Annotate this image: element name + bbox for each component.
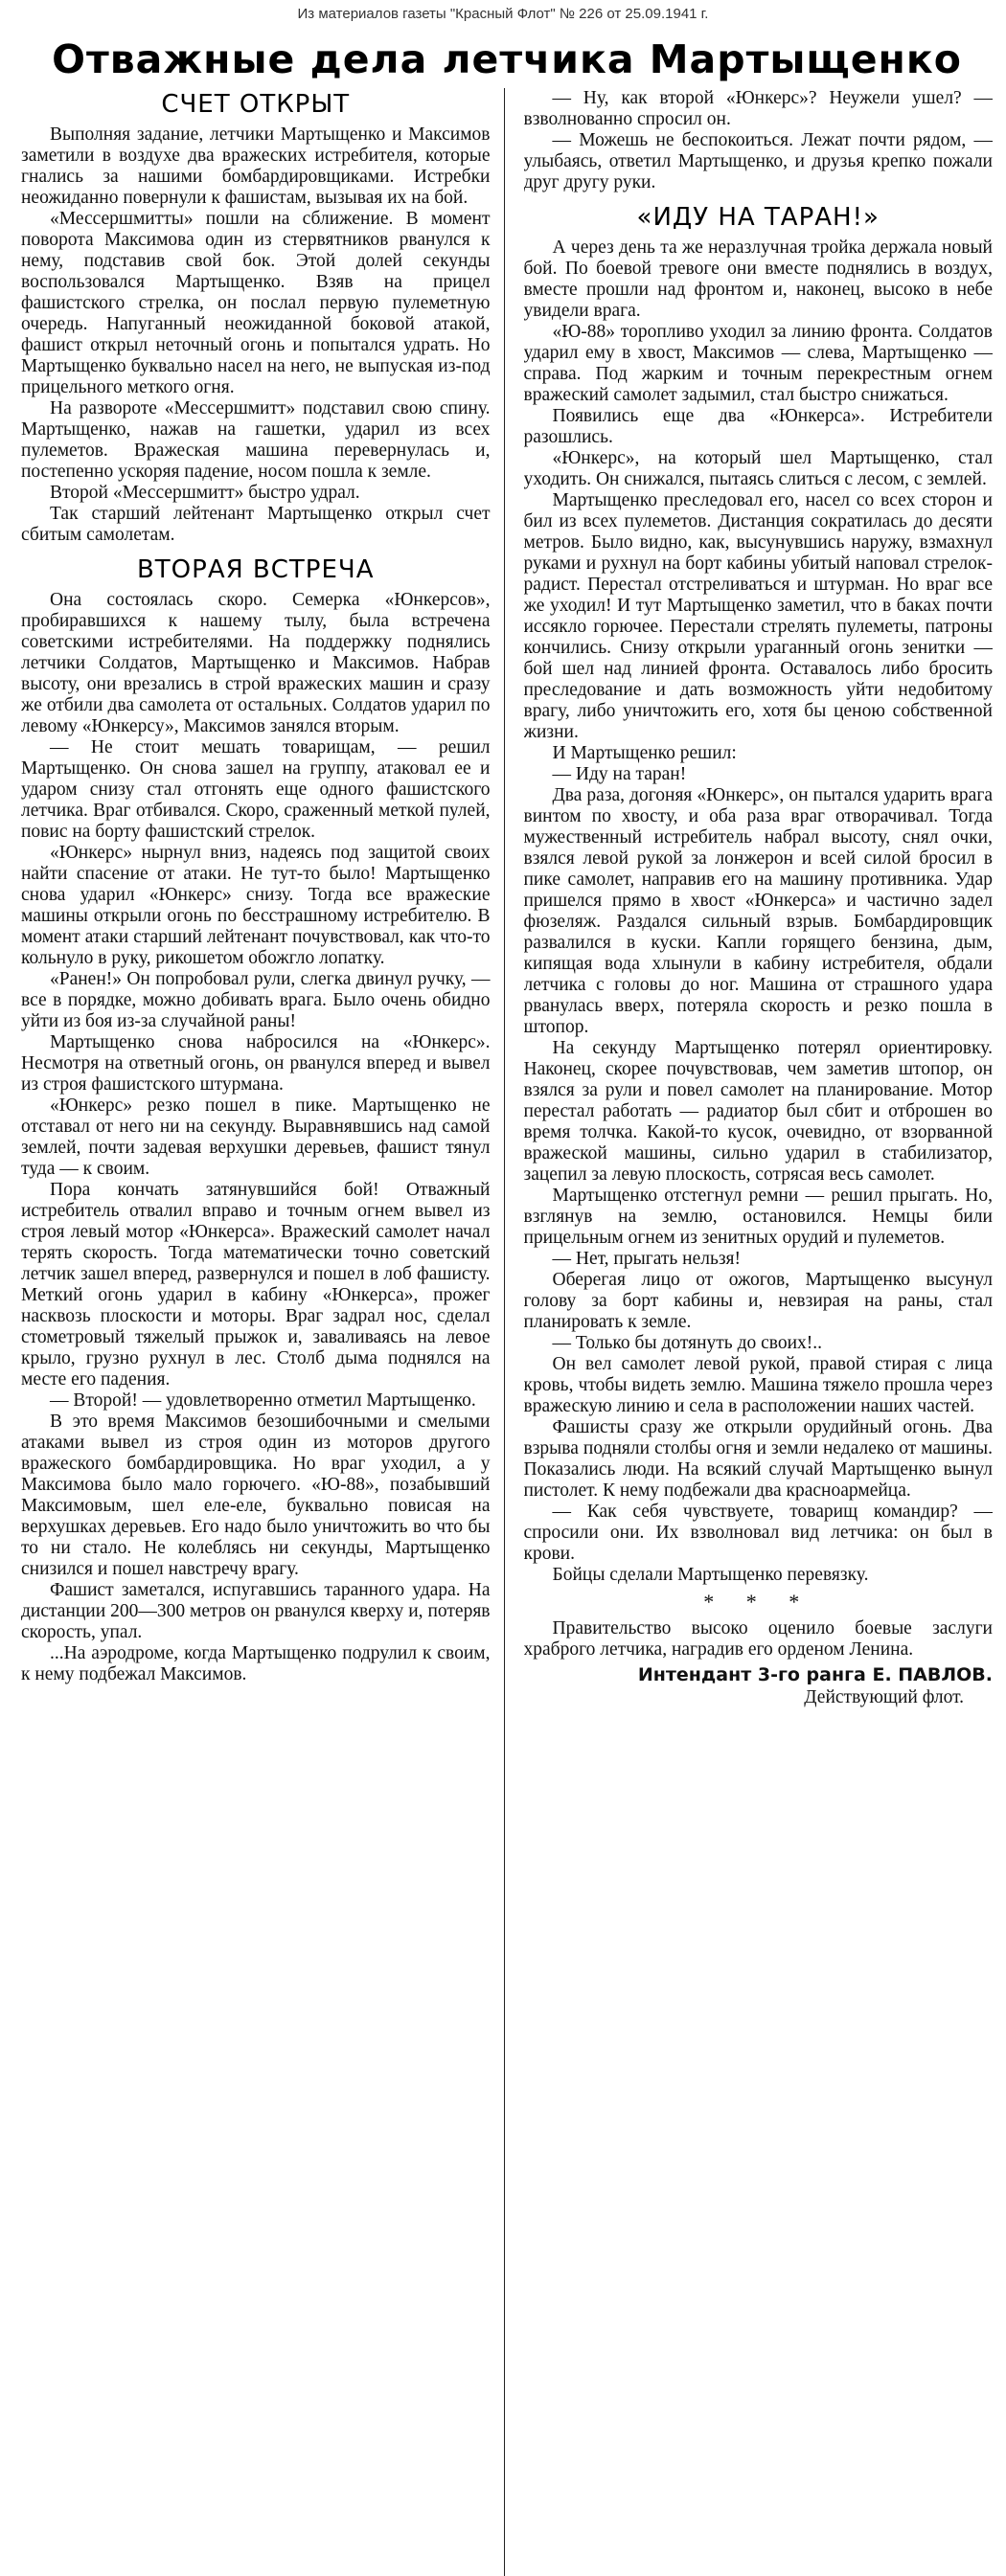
paragraph: Так старший лейтенант Мартыщенко открыл счет сбитым самолетам. — [21, 504, 491, 545]
right-column — [524, 88, 994, 2576]
author-signature: Интендант 3-го ранга Е. ПАВЛОВ. — [637, 1664, 993, 1685]
source-line: Из материалов газеты "Красный Флот" № 226 от 25.09.1941 г. — [297, 6, 709, 22]
paragraph: «Юнкерс» резко пошел в пике. Мартыщенко не отставал от него ни на секунду. Выравнявшись над самой землей, почти задевая верхушки деревьев, фашист тянул туда — к своим. — [21, 1096, 491, 1179]
paragraph: «Юнкерс» нырнул вниз, надеясь под защитой своих найти спасение от атаки. Не тут-то было! Мартыщенко снова ударил «Юнкерс» снизу. Тогда все вражеские машины открыли огонь по бесстрашному истребителю. В момент атаки старший лейтенант почувствовал, как что-то кольнуло в руку, рикошетом обожгло лопатку. — [21, 843, 491, 968]
paragraph: — Только бы дотянуть до своих!.. — [552, 1333, 823, 1353]
paragraph: Мартыщенко снова набросился на «Юнкерс». Несмотря на ответный огонь, он рванулся вперед и вывел из строя фашистского штурмана. — [21, 1032, 491, 1095]
paragraph: Второй «Мессершмитт» быстро удрал. — [50, 483, 360, 503]
paragraph: — Ну, как второй «Юнкерс»? Неужели ушел? — взволнованно спросил он. — [523, 88, 993, 129]
section-title-ramming: «ИДУ НА ТАРАН!» — [636, 203, 880, 232]
paragraph: Бойцы сделали Мартыщенко перевязку. — [552, 1565, 869, 1585]
paragraph: Пора кончать затянувшийся бой! Отважный истребитель отвалил вправо и точным огнем вывел из строя левый мотор «Юнкерса». Вражеский самолет начал терять скорость. Тогда математически точно советский летчик зашел вперед, развернулся и пошел в лоб фашисту. Меткий огонь ударил в кабину «Юнкерса», прожег насквозь плоскости и моторы. Враг задрал нос, сделал стометровый тяжелый прыжок и, заваливаясь на левое крыло, грузно рухнул в лес. Столб дыма поднялся на месте его падения. — [21, 1180, 491, 1390]
paragraph: Фашисты сразу же открыли орудийный огонь. Два взрыва подняли столбы огня и земли недалеко от машины. Показались люди. На всякий случай Мартыщенко вынул пистолет. К нему подбежали два красноармейца. — [523, 1417, 993, 1501]
paragraph: — Нет, прыгать нельзя! — [552, 1249, 742, 1269]
paragraph: В это время Максимов безошибочными и смелыми атаками вывел из строя один из моторов другого вражеского бомбардировщика. Но враг уходил, а у Максимова было мало горючего. «Ю-88», позабывший Максимовым, шел еле-еле, буквально повисая на верхушках деревьев. Его надо было уничтожить во что бы то ни стало. Не колеблясь ни секунды, Мартыщенко снизился и пошел навстречу врагу. — [21, 1412, 491, 1579]
closing-paragraph: Правительство высоко оценило боевые заслуги храброго летчика, наградив его орденом Ленина. — [523, 1618, 993, 1660]
paragraph: «Ю-88» торопливо уходил за линию фронта. Солдатов ударил ему в хвост, Максимов — слева, Мартыщенко — справа. Под жарким и точным перекрестным огнем вражеский самолет задымил, стал быстро снижаться. — [523, 322, 993, 405]
article-title: Отважные дела летчика Мартыщенко — [52, 36, 962, 82]
paragraph: «Ранен!» Он попробовал рули, слегка двинул ручку, — все в порядке, можно добивать врага. Было очень обидно уйти из боя из-за случайной раны! — [21, 969, 491, 1031]
paragraph: Она состоялась скоро. Семерка «Юнкерсов», пробиравшихся к нашему тылу, была встречена советскими истребителями. На поддержку поднялись летчики Солдатов, Мартыщенко и Максимов. Набрав высоту, они врезались в строй вражеских машин и сразу же отбили два самолета от остальных. Солдатов ударил по левому «Юнкерсу», Максимов занялся вторым. — [21, 590, 491, 736]
author-unit: Действующий флот. — [804, 1687, 964, 1707]
paragraph: Оберегая лицо от ожогов, Мартыщенко высунул голову за борт кабины и, невзирая на раны, стал планировать к земле. — [523, 1270, 993, 1332]
left-column — [21, 88, 505, 2576]
paragraph: Мартыщенко преследовал его, насел со всех сторон и бил из всех пулеметов. Дистанция сократилась до десяти метров. Было видно, как, высунувшись наружу, взмахнул руками и рухнул на борт кабины убитый наповал стрелок-радист. Перестал отстреливаться и штурман. Но враг все же уходил! И тут Мартыщенко заметил, что в баках почти иссякло горючее. Перестали стрелять пулеметы, патроны кончились. Снизу открыли ураганный огонь зенитки — бой шел над линией фронта. Оставалось либо бросить преследование и дать возможность уйти недобитому врагу, либо уничтожить его, хотя бы ценою собственной жизни. — [523, 490, 993, 742]
section-separator: * * * — [703, 1590, 813, 1614]
paragraph: ...На аэродроме, когда Мартыщенко подрулил к своим, к нему подбежал Максимов. — [21, 1643, 491, 1684]
paragraph: Появились еще два «Юнкерса». Истребители разошлись. — [523, 406, 993, 447]
paragraph: И Мартыщенко решил: — [552, 743, 737, 763]
paragraph: — Можешь не беспокоиться. Лежат почти рядом, — улыбаясь, ответил Мартыщенко, и друзья крепко пожали друг другу руки. — [523, 130, 993, 192]
paragraph: Фашист заметался, испугавшись таранного удара. На дистанции 200—300 метров он рванулся кверху и, потеряв скорость, упал. — [21, 1580, 491, 1642]
paragraph: — Иду на таран! — [552, 764, 687, 784]
paragraph: На развороте «Мессершмитт» подставил свою спину. Мартыщенко, нажав на гашетки, ударил из всех пулеметов. Вражеская машина перевернулась и, постепенно ускоряя падение, носом пошла к земле. — [21, 398, 491, 482]
paragraph: — Как себя чувствуете, товарищ командир? — спросили они. Их взволновал вид летчика: он был в крови. — [523, 1502, 993, 1564]
section-title-score-opened: СЧЕТ ОТКРЫТ — [161, 90, 351, 119]
paragraph: — Не стоит мешать товарищам, — решил Мартыщенко. Он снова зашел на группу, атаковал ее и ударом снизу стал отгонять еще одного фашистского летчика. Враг отбивался. Скоро, сраженный меткой пулей, повис на борту фашистский стрелок. — [21, 737, 491, 842]
article-columns — [21, 88, 993, 2576]
paragraph: — Второй! — удовлетворенно отметил Мартыщенко. — [50, 1390, 476, 1411]
section-title-second-meeting: ВТОРАЯ ВСТРЕЧА — [136, 555, 375, 584]
paragraph: На секунду Мартыщенко потерял ориентировку. Наконец, скорее почувствовав, чем заметив штопор, он взялся за рули и повел самолет на планирование. Мотор перестал работать — радиатор был сбит и отброшен во время толчка. Какой-то кусок, очевидно, от взорванной вражеской машины, сильно ударил в стабилизатор, зацепил за левую плоскость, сотрясая весь самолет. — [523, 1038, 993, 1185]
paragraph: Выполняя задание, летчики Мартыщенко и Максимов заметили в воздухе два вражеских истребителя, которые гнались за нашими бомбардировщиками. Истребки неожиданно повернули к фашистам, вызывая их на бой. — [21, 124, 491, 208]
paragraph: А через день та же неразлучная тройка держала новый бой. По боевой тревоге они вместе поднялись в воздух, вместе прошли над фронтом и, наконец, высоко в небе увидели врага. — [523, 237, 993, 321]
paragraph: «Юнкерс», на который шел Мартыщенко, стал уходить. Он снижался, пытаясь слиться с лесом, с землей. — [523, 448, 993, 489]
paragraph: Он вел самолет левой рукой, правой стирая с лица кровь, чтобы видеть землю. Машина тяжело прошла через вражескую линию и села в расположении наших частей. — [523, 1354, 993, 1416]
paragraph: Мартыщенко отстегнул ремни — решил прыгать. Но, взглянув на землю, остановился. Немцы били прицельным огнем из зенитных орудий и пулеметов. — [523, 1186, 993, 1248]
paragraph: Два раза, догоняя «Юнкерс», он пытался ударить врага винтом по хвосту, и оба раза враг отворачивал. Тогда мужественный истребитель набрал высоту, снял очки, взялся левой рукой за лонжерон и всей силой бросил в пике самолет, направив его на машину противника. Удар пришелся прямо в хвост «Юнкерса» и частично задел фюзеляж. Раздался сильный взрыв. Бомбардировщик развалился в куски. Капли горящего бензина, дым, кипящая вода хлынули в кабину истребителя, обдали летчика с головы до ног. Машина от страшного удара рванулась вверх, потеряла скорость и резко пошла в штопор. — [523, 785, 993, 1037]
paragraph: «Мессершмитты» пошли на сближение. В момент поворота Максимова один из стервятников рванулся к нему, подставив свой бок. Этой долей секунды воспользовался Мартыщенко. Взяв на прицел фашистского стрелка, он послал первую пулеметную очередь. Напуганный неожиданной боковой атакой, фашист открыл неточный огонь и попытался удрать. Но Мартыщенко буквально насел на него, не выпуская из-под прицельного меткого огня. — [21, 209, 491, 397]
